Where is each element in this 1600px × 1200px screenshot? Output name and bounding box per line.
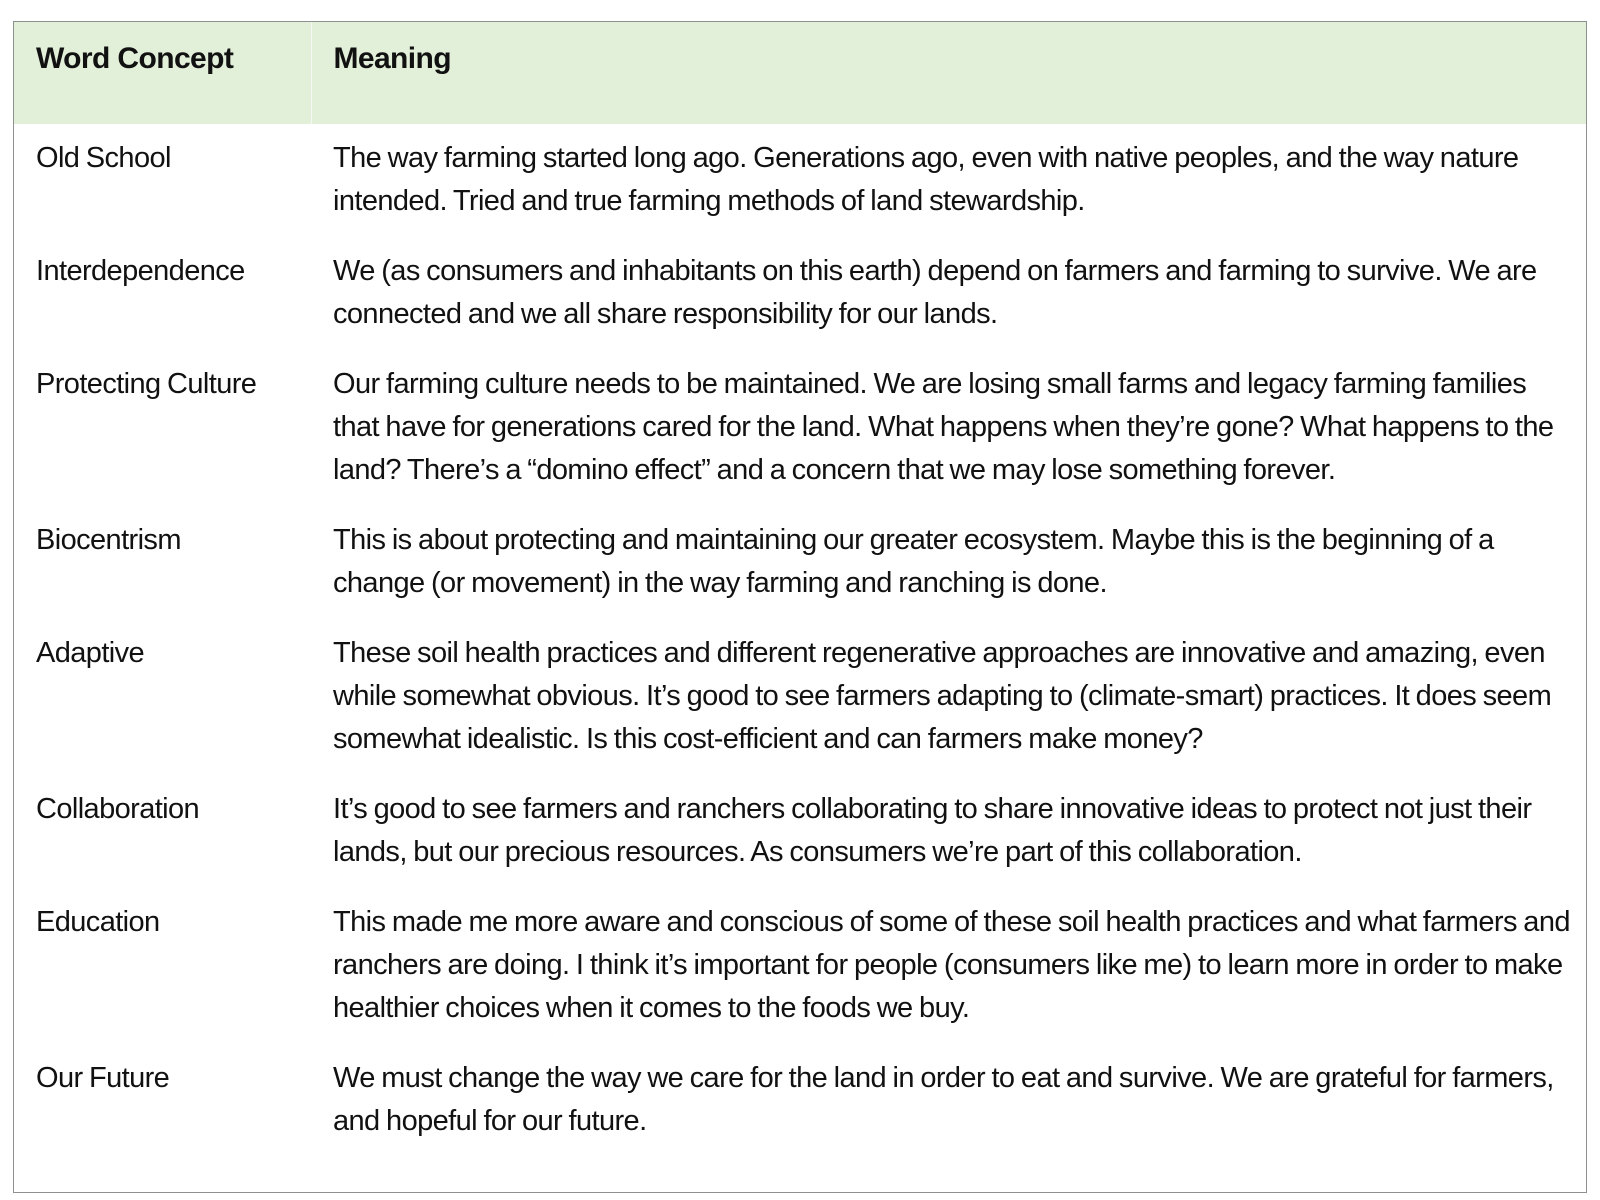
table-row bbox=[14, 1057, 1586, 1143]
table-header bbox=[14, 22, 1586, 124]
header-word-concept: Word Concept bbox=[36, 42, 234, 75]
row-meaning-protecting-culture: Our farming culture needs to be maintained. We are losing small farms and legacy farming families that have for generations cared for the land. What happens when they’re gone? What happens to the land? There’s a “domino effect” and a concern that we may lose something forever. bbox=[333, 368, 1554, 486]
row-meaning-adaptive: These soil health practices and different regenerative approaches are innovative and amazing, even while somewhat obvious. It’s good to see farmers adapting to (climate-smart) practices. It does seem somewhat idealistic. Is this cost-efficient and can farmers make money? bbox=[333, 637, 1552, 755]
row-meaning-interdependence: We (as consumers and inhabitants on this earth) depend on farmers and farming to survive. We are connected and we all share responsibility for our lands. bbox=[333, 255, 1537, 330]
row-term-protecting-culture: Protecting Culture bbox=[36, 368, 257, 400]
row-term-interdependence: Interdependence bbox=[36, 255, 245, 287]
row-meaning-education: This made me more aware and conscious of some of these soil health practices and what farmers and ranchers are doing. I think it’s important for people (consumers like me) to learn more in order to make healthier choices when it comes to the foods we buy. bbox=[333, 906, 1570, 1024]
header-row bbox=[14, 22, 1586, 124]
row-term-biocentrism: Biocentrism bbox=[36, 524, 181, 556]
table-body bbox=[14, 124, 1586, 1143]
row-term-our-future: Our Future bbox=[36, 1062, 170, 1094]
row-meaning-our-future: We must change the way we care for the land in order to eat and survive. We are grateful for farmers, and hopeful for our future. bbox=[333, 1062, 1554, 1137]
table-row bbox=[14, 901, 1586, 1057]
header-meaning: Meaning bbox=[311, 22, 1586, 124]
table-row bbox=[14, 788, 1586, 901]
row-term-education: Education bbox=[36, 906, 160, 938]
row-meaning-collaboration: It’s good to see farmers and ranchers collaborating to share innovative ideas to protect not just their lands, but our precious resources. As consumers we’re part of this collaboration. bbox=[333, 793, 1532, 868]
row-meaning-biocentrism: This is about protecting and maintaining our greater ecosystem. Maybe this is the beginning of a change (or movement) in the way farming and ranching is done. bbox=[333, 524, 1494, 599]
row-meaning-old-school: The way farming started long ago. Generations ago, even with native peoples, and the way nature intended. Tried and true farming methods of land stewardship. bbox=[333, 142, 1519, 217]
word-concept-table bbox=[14, 22, 1586, 1143]
table-row bbox=[14, 519, 1586, 632]
word-concept-table-frame bbox=[13, 21, 1587, 1193]
table-row bbox=[14, 250, 1586, 363]
table-row bbox=[14, 363, 1586, 519]
row-term-old-school: Old School bbox=[36, 142, 171, 174]
row-term-collaboration: Collaboration bbox=[36, 793, 200, 825]
table-row bbox=[14, 632, 1586, 788]
row-term-adaptive: Adaptive bbox=[36, 637, 145, 669]
table-row bbox=[14, 124, 1586, 250]
